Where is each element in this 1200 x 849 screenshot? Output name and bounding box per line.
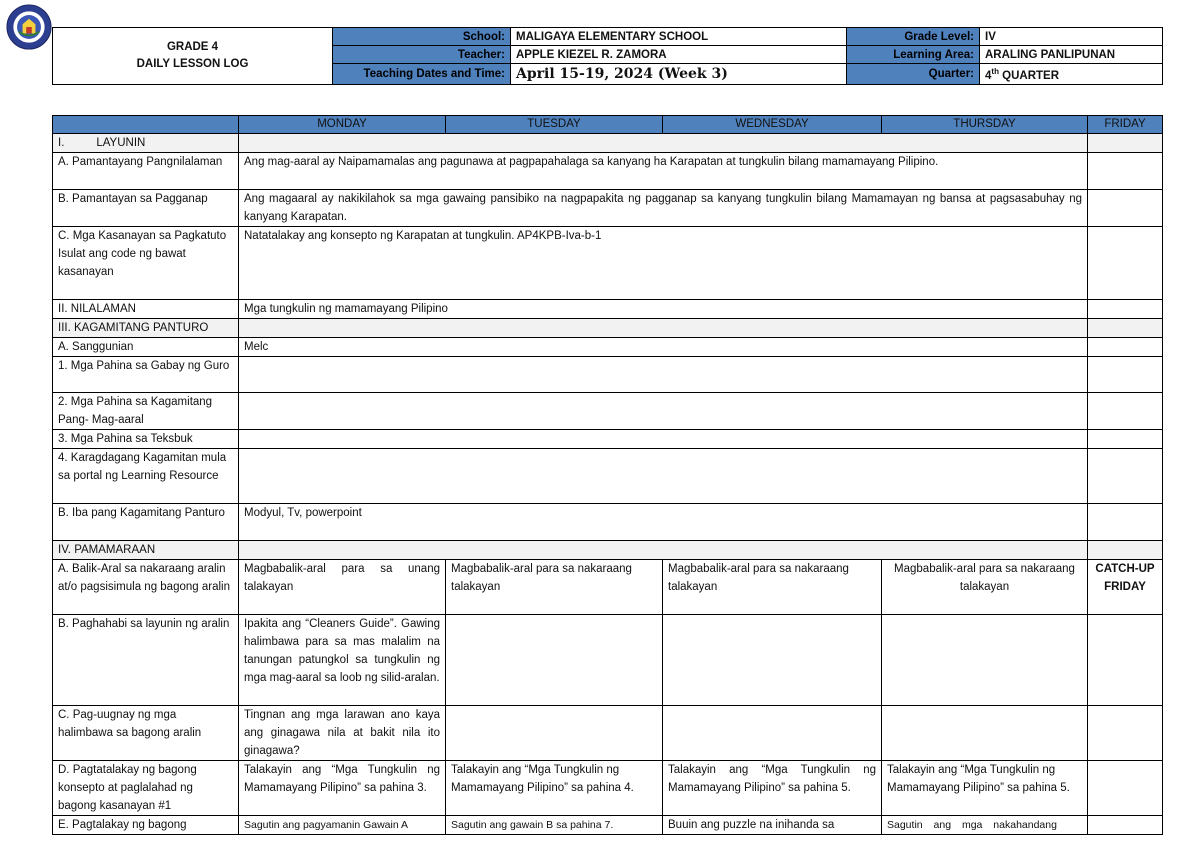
log-title: DAILY LESSON LOG [136, 57, 249, 70]
row-value: Mga tungkulin ng mamamayang Pilipino [239, 300, 1088, 319]
grade-label: GRADE 4 [166, 40, 219, 53]
row-label: II. NILALAMAN [53, 300, 239, 319]
table-row [53, 134, 1163, 153]
row-value: Modyul, Tv, powerpoint [239, 504, 1088, 541]
wednesday-cell: Buuin ang puzzle na inihanda sa [663, 816, 882, 835]
dates-value: April 15-19, 2024 (Week 3) [511, 64, 847, 85]
day-tuesday: TUESDAY [446, 116, 663, 134]
tuesday-cell: Sagutin ang gawain B sa pahina 7. [446, 816, 663, 835]
learning-area-value: ARALING PANLIPUNAN [980, 46, 1163, 64]
table-row [53, 615, 1163, 706]
day-friday: FRIDAY [1088, 116, 1163, 134]
deped-seal-icon [6, 4, 52, 50]
teacher-value: APPLE KIEZEL R. ZAMORA [511, 46, 847, 64]
dates-label: Teaching Dates and Time: [333, 64, 511, 85]
row-label: C. Pag-uugnay ng mga halimbawa sa bagong aralin [53, 706, 239, 761]
tuesday-cell: Talakayin ang “Mga Tungkulin ng Mamamayang Pilipino” sa pahina 4. [446, 761, 663, 816]
table-row [53, 449, 1163, 504]
row-label: 4. Karagdagang Kagamitan mula sa portal ng Learning Resource [53, 449, 239, 504]
grade-level-value: IV [980, 28, 1163, 46]
thursday-cell: Magbabalik-aral para sa nakaraang talakayan [882, 560, 1088, 615]
table-row [53, 706, 1163, 761]
monday-cell: Talakayin ang “Mga Tungkulin ng Mamamayang Pilipino” sa pahina 3. [239, 761, 446, 816]
school-value: MALIGAYA ELEMENTARY SCHOOL [511, 28, 847, 46]
day-thursday: THURSDAY [882, 116, 1088, 134]
school-label: School: [333, 28, 511, 46]
row-label: B. Paghahabi sa layunin ng aralin [53, 615, 239, 706]
table-row [53, 816, 1163, 835]
lesson-log-table [52, 115, 1163, 835]
header-table [52, 27, 1163, 85]
wednesday-cell: Talakayin ang “Mga Tungkulin ng Mamamayang Pilipino” sa pahina 5. [663, 761, 882, 816]
thursday-cell: Talakayin ang “Mga Tungkulin ng Mamamayang Pilipino” sa pahina 5. [882, 761, 1088, 816]
table-row [53, 338, 1163, 357]
table-row [53, 300, 1163, 319]
quarter-label: Quarter: [847, 64, 980, 85]
table-row [53, 190, 1163, 227]
section-layunin: I. LAYUNIN [53, 134, 239, 153]
table-row [53, 541, 1163, 560]
day-wednesday: WEDNESDAY [663, 116, 882, 134]
row-label: A. Pamantayang Pangnilalaman [53, 153, 239, 190]
wednesday-cell: Magbabalik-aral para sa nakaraang talakayan [663, 560, 882, 615]
row-value: Ang mag-aaral ay Naipamamalas ang pagunawa at pagpapahalaga sa kanyang ha Karapatan at tungkulin bilang mamamayang Pilipino. [239, 153, 1088, 190]
row-label: E. Pagtalakay ng bagong [53, 816, 239, 835]
quarter-suffix: th [991, 67, 999, 76]
grade-level-label: Grade Level: [847, 28, 980, 46]
teacher-label: Teacher: [333, 46, 511, 64]
monday-cell: Tingnan ang mga larawan ano kaya ang ginagawa nila at bakit nila ito ginagawa? [239, 706, 446, 761]
table-row [53, 504, 1163, 541]
monday-cell: Magbabalik-aral para sa unang talakayan [239, 560, 446, 615]
row-label: B. Pamantayan sa Pagganap [53, 190, 239, 227]
section-pamamaraan: IV. PAMAMARAAN [53, 541, 239, 560]
quarter-number: 4 [985, 69, 992, 82]
header-empty-cell [53, 116, 239, 134]
row-label: B. Iba pang Kagamitang Panturo [53, 504, 239, 541]
table-row [53, 560, 1163, 615]
row-label: A. Balik-Aral sa nakaraang aralin at/o pagsisimula ng bagong aralin [53, 560, 239, 615]
row-label: 3. Mga Pahina sa Teksbuk [53, 430, 239, 449]
row-value: Ang magaaral ay nakikilahok sa mga gawaing pansibiko na nagpapakita ng pagganap sa kanyang tungkulin bilang Mamamayan ng bansa at pagsasabuhay ng kanyang Karapatan. [239, 190, 1088, 227]
row-label: 1. Mga Pahina sa Gabay ng Guro [53, 357, 239, 393]
table-row [53, 357, 1163, 393]
section-kagamitan: III. KAGAMITANG PANTURO [53, 319, 239, 338]
table-row [53, 153, 1163, 190]
row-label: C. Mga Kasanayan sa Pagkatuto Isulat ang code ng bawat kasanayan [53, 227, 239, 300]
monday-cell: Ipakita ang “Cleaners Guide”. Gawing halimbawa para sa mas malalim na tanungan patungkol sa tungkulin ng mga mag-aaral sa loob ng silid-aralan. [239, 615, 446, 706]
grade-title [53, 28, 333, 85]
quarter-text: QUARTER [998, 69, 1060, 82]
table-row [53, 319, 1163, 338]
learning-area-label: Learning Area: [847, 46, 980, 64]
day-header-row [53, 116, 1163, 134]
tuesday-cell: Magbabalik-aral para sa nakaraang talakayan [446, 560, 663, 615]
table-row [53, 393, 1163, 430]
row-value: Natatalakay ang konsepto ng Karapatan at tungkulin. AP4KPB-Iva-b-1 [239, 227, 1088, 300]
row-label: D. Pagtatalakay ng bagong konsepto at paglalahad ng bagong kasanayan #1 [53, 761, 239, 816]
table-row [53, 761, 1163, 816]
table-row [53, 430, 1163, 449]
row-value: Melc [239, 338, 1088, 357]
quarter-value [980, 64, 1163, 85]
friday-cell: CATCH-UP FRIDAY [1088, 560, 1163, 615]
monday-cell: Sagutin ang pagyamanin Gawain A [239, 816, 446, 835]
row-label: 2. Mga Pahina sa Kagamitang Pang- Mag-aaral [53, 393, 239, 430]
day-monday: MONDAY [239, 116, 446, 134]
table-row [53, 227, 1163, 300]
thursday-cell: Sagutin ang mga nakahandang [882, 816, 1088, 835]
row-label: A. Sanggunian [53, 338, 239, 357]
